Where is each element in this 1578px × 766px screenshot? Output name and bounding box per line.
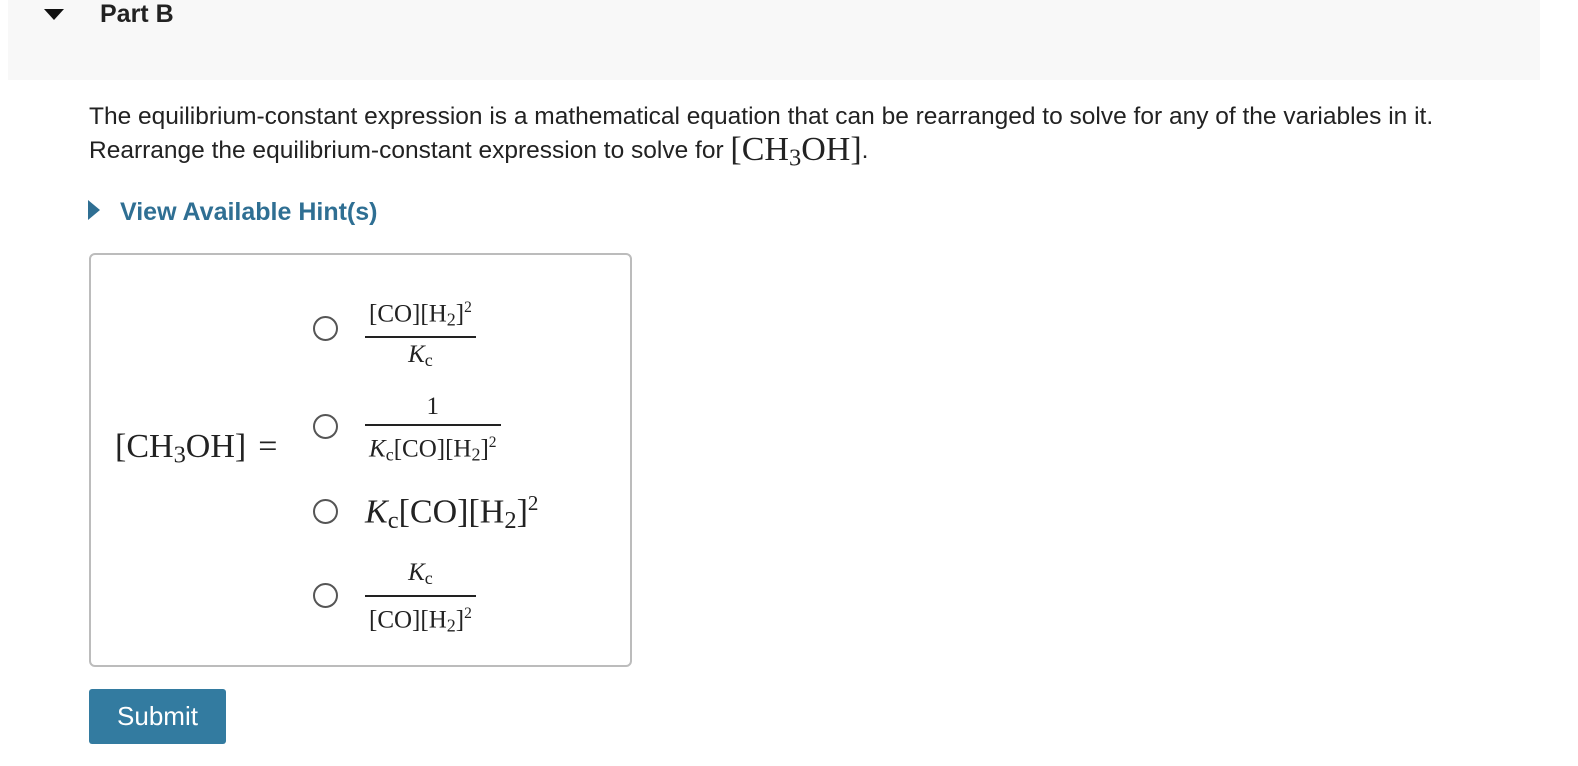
- expression-lhs: $[CH_3OH]$ =: [115, 428, 278, 469]
- option-4-radio[interactable]: [313, 583, 338, 608]
- question-body: The equilibrium-constant expression is a mathematical equation that can be rearranged to solve for any of the variables in it. Rearrange the equilibrium-constant expression to solve for: [89, 103, 1434, 164]
- option-1-fraction: [365, 292, 476, 376]
- answer-box: [89, 253, 632, 667]
- option-2-denominator: $K_c[CO][H_2]^2$: [369, 433, 497, 464]
- option-2[interactable]: [365, 391, 501, 470]
- option-3[interactable]: $K_c[CO][H_2]^2$: [365, 491, 539, 535]
- target-species: $[CH_3OH]$: [730, 131, 862, 172]
- expand-arrow-icon[interactable]: [88, 200, 100, 220]
- option-4-numerator: $K_c$: [408, 559, 433, 588]
- fraction-bar: [365, 336, 476, 338]
- part-header[interactable]: [8, 0, 1540, 80]
- collapse-arrow-icon[interactable]: [44, 9, 64, 20]
- fraction-bar: [365, 424, 501, 426]
- option-4[interactable]: [365, 557, 476, 641]
- fraction-bar: [365, 595, 476, 597]
- option-1-denominator: $K_c$: [408, 340, 433, 370]
- option-2-fraction: [365, 391, 501, 470]
- option-4-denominator: $[CO][H_2]^2$: [369, 604, 472, 635]
- option-4-fraction: [365, 557, 476, 641]
- view-hints-link[interactable]: View Available Hint(s): [120, 198, 378, 226]
- option-2-radio[interactable]: [313, 414, 338, 439]
- option-1-radio[interactable]: [313, 316, 338, 341]
- option-3-radio[interactable]: [313, 499, 338, 524]
- option-1[interactable]: [365, 292, 476, 376]
- part-title: Part B: [100, 0, 174, 28]
- option-1-numerator: $[CO][H_2]^2$: [369, 299, 472, 330]
- option-2-numerator: 1: [426, 393, 440, 420]
- submit-button[interactable]: Submit: [89, 689, 226, 744]
- question-text: The equilibrium-constant expression is a mathematical equation that can be rearranged to solve for any of the variables in it. Rearrange the equilibrium-constant expression to solve for $[CH_3OH]$.: [89, 103, 1434, 172]
